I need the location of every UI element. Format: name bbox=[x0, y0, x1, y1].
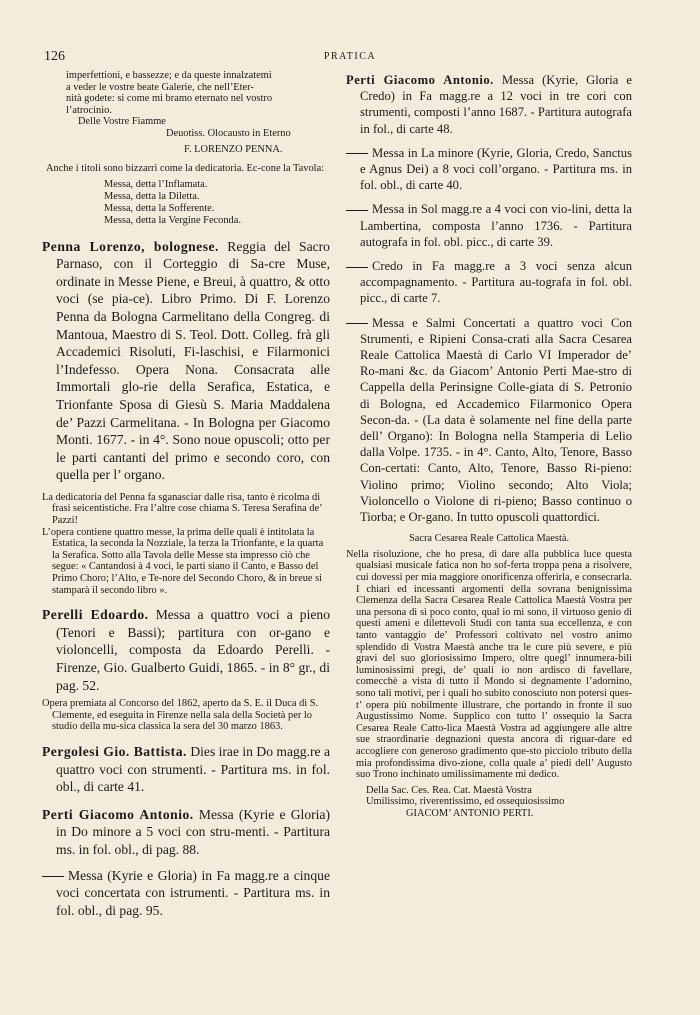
entry-penna bbox=[42, 238, 330, 484]
tavola-note: Anche i titoli sono bizzarri come la dedicatoria. Ec-cone la Tavola: bbox=[46, 163, 325, 175]
list-item: Messa, detta la Diletta. bbox=[104, 190, 200, 202]
entry-perti-2 bbox=[42, 867, 330, 920]
entry-perti-1 bbox=[42, 806, 330, 859]
dedication-signature-line: Della Sac. Ces. Rea. Cat. Maestà Vostra bbox=[366, 784, 532, 796]
list-item: Messa, detta la Sofferente. bbox=[104, 203, 215, 215]
entry-perelli bbox=[42, 606, 330, 694]
ditto-dash bbox=[346, 153, 368, 154]
author-name: Penna Lorenzo, bolognese. bbox=[42, 238, 219, 254]
entry-text: Dies irae in Do magg.re a quattro voci con strumenti. - Partitura ms. in fol. obl., di carte 41. bbox=[56, 743, 330, 795]
page-header bbox=[0, 49, 700, 67]
dedication-signature-line: Umilissimo, riverentissimo, ed ossequiosissimo bbox=[366, 796, 565, 808]
author-name: Perti Giacomo Antonio. bbox=[346, 73, 494, 87]
entry-text: Messa (Kyrie e Gloria) in Fa magg.re a cinque voci concertata con istrumenti. - Partitura ms. in fol. obl., di pag. 95. bbox=[56, 867, 330, 918]
dedication-signature-name: GIACOM’ ANTONIO PERTI. bbox=[406, 807, 534, 819]
entry-perti-sol bbox=[346, 201, 632, 250]
entry-text: Messa (Kyrie e Gloria) in Do minore a 5 voci con stru-menti. - Partitura ms. in fol. obl., di pag. 88. bbox=[56, 806, 330, 857]
entry-text: Messa in Sol magg.re a 4 voci con vio-lini, detta la Lambertina, composta l’anno 1736. - Partitura autografa in fol. obl. picc., di carte 39. bbox=[360, 202, 632, 249]
author-name: Perelli Edoardo. bbox=[42, 607, 149, 623]
ditto-dash bbox=[346, 210, 368, 211]
ditto-dash bbox=[346, 267, 368, 268]
entry-text: Messa in La minore (Kyrie, Gloria, Credo, Sanctus e Agnus Dei) a 8 voci coll’organo. - Partitura ms. in fol. obl., di carte 40. bbox=[360, 145, 632, 193]
page-number: 126 bbox=[44, 49, 65, 64]
ditto-dash bbox=[346, 323, 368, 324]
entry-text: Messa e Salmi Concertati a quattro voci Con Strumenti, e Ripieni Consa-crati alla Sacra Cesarea Reale Cattolica Maestà di Carlo VI Imperador de’ Ro-mani &c. da Giacom’ Antonio Perti Mae-stro di Cappella della Perinsigne Colle-giata di S. Petronio di Bologna, ed Accademico Filarmonico Opera Secon-da. - (La data è solamente nel fine della parte dell’ Organo): In Bologna nella Stamperia di Lelio dalla Volpe. 1735. - in 4°. Canto, Alto, Tenore, Basso Con-certati: Canto, Alto, Tenore, Basso Ri-pieno: Violino primo; Violino secondo; Alto Viola; Violoncello o Violone di ri-pieno; Basso continuo o Tiorba; e Or-gano. In tutto opuscoli quattordici. bbox=[360, 315, 632, 525]
entry-text: Credo in Fa magg.re a 3 voci senza alcun accompagnamento. - Partitura au-tografa in fol. obl. picc., di carte 7. bbox=[360, 259, 632, 306]
dedication-text: Nella risoluzione, che ho presa, di dare alla pubblica luce questa qualsiasi musicale fatica non ho sof-ferta troppa pena a risolvere, cui dovessi per mia maggiore onorificenza offerirla, e consecrarla. I chiari ed incessanti argomenti della sovrana benignissima Clemenza della Sacra Cesarea Reale Cattolica Maestà Vostra per una persona di sì poco conto, qual io mi sono, il virtuoso genio di questi ameni e dilettevoli Studi con tanta sua eccellenza, e con tanto vantaggio de’ Professori coltivato nel vostro animo splendido di Vostra Maestà anche tra le cure più severe, e più gravi del suo gloriosissimo Impero, oltre quegl’ innumera-bili luminosissimi pregi, de’ quali io non ardisco di favellare, comecchè a vista di tutto il Mondo si degnamente l’adornino, sono tali motivi, per i quali ho subito conosciuto non potersi ques-t’ opera più nobilmente illustrare, che portando in fronte il suo Augustissimo Nome. Supplico con tutto l’ ossequio la Sacra Cesarea Reale Catto-lica Maestà Vostra ad aggiungere alle altre sue straordinarie degnazioni questa ancora di riguar-dare ed accogliere con generoso gradimento que-sto picciolo tributo della mia profondissima divo-zione, colla quale a’ piedi dell’ Augusto suo Trono inchinato umilissimamente mi dedico. bbox=[346, 548, 632, 781]
note-perelli: Opera premiata al Concorso del 1862, aperto da S. E. il Duca di S. Clemente, ed eseguita in Firenze nella sala della Società per lo studio della mu-sica classica la sera del 30 marzo 1863. bbox=[42, 698, 319, 733]
entry-text: Messa (Kyrie, Gloria e Credo) in Fa magg.re a 12 voci in tre cori con strumenti, composti l’anno 1687. - Partitura autografa in fol., di carte 48. bbox=[360, 73, 632, 136]
author-name: Perti Giacomo Antonio. bbox=[42, 806, 194, 822]
ditto-dash bbox=[42, 876, 64, 877]
tavola-list bbox=[42, 179, 330, 228]
list-item: Messa, detta la Vergine Feconda. bbox=[104, 215, 241, 227]
entry-perti-la-minore bbox=[346, 145, 632, 194]
entry-perti-credo bbox=[346, 258, 632, 307]
author-name: Pergolesi Gio. Battista. bbox=[42, 743, 187, 759]
running-title: PRATICA bbox=[323, 51, 377, 62]
entry-perti-main bbox=[346, 72, 632, 137]
dedication-signature-line: Deuotiss. Olocausto in Eterno bbox=[166, 127, 291, 139]
entry-text: Messa a quattro voci a pieno (Tenori e Bassi); partitura con or-gano e violoncelli, composta da Edoardo Perelli. - Firenze, Gio. Gualberto Guidi, 1865. - in 8° gr., di pag. 52. bbox=[56, 607, 331, 693]
entry-pergolesi bbox=[42, 743, 330, 796]
dedication-title: Sacra Cesarea Reale Cattolica Maestà. bbox=[408, 533, 570, 545]
note-penna-1: La dedicatoria del Penna fa sganasciar dalle risa, tanto è ricolma di frasi seicentistiche. Fra l’altre cose chiama S. Teresa Serafina de’ Pazzi! bbox=[42, 491, 322, 527]
dedication-closing: Delle Vostre Fiamme bbox=[78, 116, 166, 128]
list-item: Messa, detta l’Inflamata. bbox=[104, 178, 208, 190]
right-column bbox=[346, 72, 632, 820]
dedication-signature-name: F. LORENZO PENNA. bbox=[184, 143, 283, 155]
left-column bbox=[42, 70, 330, 919]
dedication-continuation: imperfettioni, e bassezze; e da queste innalzatemi a veder le vostre beate Galerie, che nell’Eter- nità godete: si come mi bramo eternato nel vostro l’atrocinio. bbox=[66, 70, 273, 116]
entry-text: Reggia del Sacro Parnaso, con il Corteggio di Sa-cre Muse, ordinate in Messe Piene, e Breui, à quattro, & otto voci (se pia-ce). Libro Primo. Di F. Lorenzo Penna da Bologna Carmelitano della Congreg. di Mantoua, Maestro di S. Teol. Dott. Colleg. frà gli Accademici Risoluti, Fi-laschisi, e Filarmonici l’Indefesso. Opera Nona. Consacrata alle Immortali glo-rie della Serafica, Estatica, e Trionfante Sposa di Giesù S. Maria Maddalena de’ Pazzi Carmelitana. - In Bologna per Giacomo Monti. 1677. - in 4°. Sono noue opuscoli; otto per le parti cantanti del primo e secondo coro, con quella per l’ organo. bbox=[56, 238, 330, 483]
note-penna-2: L’opera contiene quattro messe, la prima delle quali è intitolata la Estatica, la seconda la Nozziale, la terza la Trionfante, e la quarta la Serafica. Sotto alla Tavola delle Messe sta impresso ciò che segue: « Cantandosi à 4 voci, le parti siano il Canto, e Basso del Primo Choro; l’Alto, e Te-nore del Secondo Choro, & in breue si stamparà il secondo libro ». bbox=[42, 526, 324, 596]
entry-perti-messa-salmi bbox=[346, 315, 632, 526]
